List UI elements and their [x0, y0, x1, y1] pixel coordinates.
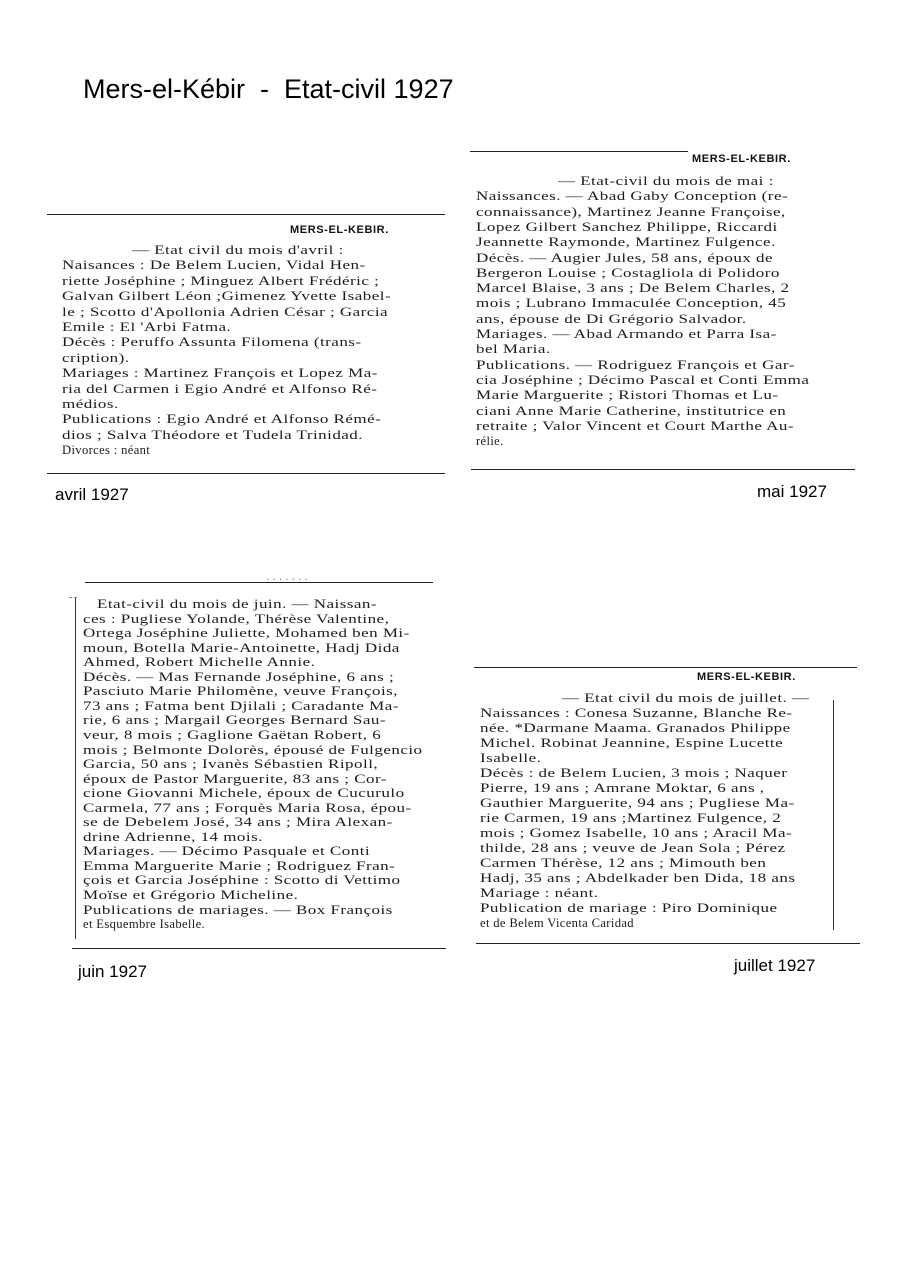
page-title: Mers-el-Kébir - Etat-civil 1927	[83, 74, 454, 104]
clipping-side-rule	[75, 597, 76, 939]
clipping-caption: juin 1927	[78, 962, 148, 981]
clipping-body	[83, 598, 441, 934]
clipping-line: Carmela, 77 ans ; Forquès Maria Rosa, épou-	[83, 800, 412, 815]
clipping-line: et de Belem Vicenta Caridad	[480, 916, 634, 930]
clipping-line: ans, épouse de Di Grégorio Salvador.	[476, 311, 747, 326]
clipping-line: 73 ans ; Fatma bent Djilali ; Caradante Ma-	[83, 698, 399, 713]
clipping-line: Naisances : De Belem Lucien, Vidal Hen-	[62, 258, 366, 273]
clipping-line: Décès : Peruffo Assunta Filomena (trans-	[62, 335, 362, 350]
clipping-bottom-rule	[476, 943, 860, 944]
clipping-line: ria del Carmen i Egio André et Alfonso Ré-	[62, 381, 378, 396]
clipping-side-dash	[69, 597, 77, 598]
clipping-line: se de Debelem José, 34 ans ; Mira Alexan-	[83, 815, 393, 830]
clipping-caption: avril 1927	[55, 485, 129, 504]
clipping-line: ces : Pugliese Yolande, Thérèse Valentine,	[83, 611, 390, 626]
clipping-top-dots: .......	[265, 573, 310, 583]
clipping-line: Pasciuto Marie Philomène, veuve François,	[83, 684, 398, 699]
clipping-line: Emile : El 'Arbi Fatma.	[62, 320, 232, 334]
clipping-top-rule	[85, 582, 433, 583]
clipping-line: drine Adrienne, 14 mois.	[83, 829, 263, 844]
clipping-body	[62, 244, 446, 460]
clipping-line: Michel. Robinat Jeannine, Espine Lucette	[480, 736, 784, 750]
clipping-line: Bergeron Louise ; Costagliola di Polidoro	[476, 265, 780, 280]
clipping-line: Mariages. — Abad Armando et Parra Isa-	[476, 327, 777, 341]
clipping-line: rélie.	[476, 434, 504, 449]
clipping-line: dios ; Salva Théodore et Tudela Trinidad.	[62, 427, 364, 442]
clipping-line: Publications de mariages. — Box François	[83, 902, 393, 917]
clipping-line: mois ; Gomez Isabelle, 10 ans ; Aracil Ma-	[480, 826, 793, 840]
clipping-header: MERS-EL-KEBIR.	[290, 224, 389, 236]
clipping-line: cione Giovanni Michele, époux de Cucurulo	[83, 786, 405, 801]
clipping-line: Divorces : néant	[62, 443, 151, 458]
clipping-top-rule	[47, 214, 445, 215]
clipping-line: Naissances. — Abad Gaby Conception (re-	[476, 189, 789, 204]
clipping-bottom-rule	[471, 469, 855, 470]
clipping-line: mois ; Lubrano Immaculée Conception, 45	[476, 296, 787, 311]
clipping-line: — Etat civil du mois d'avril :	[132, 244, 344, 257]
clipping-line: Publication de mariage : Piro Dominique	[480, 901, 778, 915]
clipping-caption: juillet 1927	[734, 956, 816, 975]
clipping-line: rie Carmen, 19 ans ;Martinez Fulgence, 2	[480, 811, 782, 825]
clipping-line: née. *Darmane Maama. Granados Philippe	[480, 721, 791, 735]
clipping-line: veur, 8 mois ; Gaglione Gaëtan Robert, 6	[83, 727, 382, 742]
clipping-line: Ortega Joséphine Juliette, Mohamed ben Mi-	[83, 626, 410, 641]
clipping-header: MERS-EL-KEBIR.	[697, 671, 796, 683]
clipping-line: retraite ; Valor Vincent et Court Marthe Au-	[476, 418, 795, 433]
clipping-line: Jeannette Raymonde, Martinez Fulgence.	[476, 235, 776, 250]
clipping-line: Etat-civil du mois de juin. — Naissan-	[97, 598, 378, 611]
clipping-line: connaissance), Martinez Jeanne Françoise,	[476, 204, 786, 219]
clipping-line: Carmen Thérèse, 12 ans ; Mimouth ben	[480, 856, 767, 870]
clipping-line: Publications. — Rodriguez François et Gar-	[476, 357, 795, 372]
clipping-line: Garcia, 50 ans ; Ivanès Sébastien Ripoll,	[83, 757, 379, 772]
clipping-line: Emma Marguerite Marie ; Rodriguez Fran-	[83, 858, 396, 873]
clipping-line: Mariage : néant.	[480, 886, 599, 900]
clipping-line: Moïse et Grégorio Micheline.	[83, 888, 299, 902]
clipping-line: Isabelle.	[480, 751, 542, 765]
clipping-line: et Esquembre Isabelle.	[83, 917, 206, 932]
clipping-line: bel Maria.	[476, 342, 551, 357]
clipping-line: époux de Pastor Marguerite, 83 ans ; Cor-	[83, 771, 387, 786]
clipping-line: cia Joséphine ; Décimo Pascal et Conti Emma	[476, 372, 810, 387]
clipping-line: Lopez Gilbert Sanchez Philippe, Riccardi	[476, 219, 778, 234]
clipping-line: mois ; Belmonte Dolorès, épousé de Fulgencio	[83, 742, 423, 757]
clipping-line: Mariages : Martinez François et Lopez Ma-	[62, 366, 378, 381]
clipping-line: moun, Botella Marie-Antoinette, Hadj Dida	[83, 640, 400, 655]
clipping-line: — Etat-civil du mois de mai :	[558, 175, 774, 188]
clipping-line: médios.	[62, 397, 119, 411]
clipping-line: thilde, 28 ans ; veuve de Jean Sola ; Pérez	[480, 841, 786, 855]
clipping-body	[476, 175, 854, 453]
clipping-line: riette Joséphine ; Minguez Albert Frédéric ;	[62, 273, 380, 288]
clipping-line: Naissances : Conesa Suzanne, Blanche Re-	[480, 706, 793, 720]
clipping-line: Marie Marguerite ; Ristori Thomas et Lu-	[476, 388, 779, 403]
clipping-line: Gauthier Marguerite, 94 ans ; Pugliese Ma-	[480, 796, 795, 810]
clipping-caption: mai 1927	[757, 482, 827, 501]
clipping-line: rie, 6 ans ; Margail Georges Bernard Sau-	[83, 713, 386, 728]
clipping-bottom-rule	[72, 948, 446, 949]
clipping-line: le ; Scotto d'Apollonia Adrien César ; Garcia	[62, 304, 389, 319]
clipping-header: MERS-EL-KEBIR.	[692, 153, 791, 165]
clipping-top-rule	[470, 151, 688, 152]
clipping-line: ciani Anne Marie Catherine, institutrice en	[476, 403, 787, 418]
clipping-line: Ahmed, Robert Michelle Annie.	[83, 655, 316, 670]
clipping-line: cription).	[62, 350, 130, 365]
clipping-line: Galvan Gilbert Léon ;Gimenez Yvette Isabel-	[62, 289, 392, 304]
clipping-line: Décès : de Belem Lucien, 3 mois ; Naquer	[480, 766, 788, 780]
clipping-line: — Etat civil du mois de juillet. —	[562, 692, 810, 705]
clipping-line: Publications : Egio André et Alfonso Rémé-	[62, 412, 382, 427]
clipping-line: Marcel Blaise, 3 ans ; De Belem Charles, 2	[476, 281, 790, 296]
clipping-line: Hadj, 35 ans ; Abdelkader ben Dida, 18 ans	[480, 871, 796, 885]
clipping-top-rule	[474, 667, 857, 668]
clipping-line: çois et Garcia Joséphine : Scotto di Vettimo	[83, 873, 401, 888]
clipping-line: Décès. — Augier Jules, 58 ans, époux de	[476, 250, 774, 265]
clipping-body	[480, 692, 846, 932]
clipping-side-rule	[833, 700, 834, 930]
clipping-bottom-rule	[47, 473, 445, 474]
clipping-line: Mariages. — Décimo Pasquale et Conti	[83, 844, 371, 859]
clipping-line: Décès. — Mas Fernande Joséphine, 6 ans ;	[83, 669, 395, 684]
clipping-line: Pierre, 19 ans ; Amrane Moktar, 6 ans ,	[480, 781, 765, 795]
